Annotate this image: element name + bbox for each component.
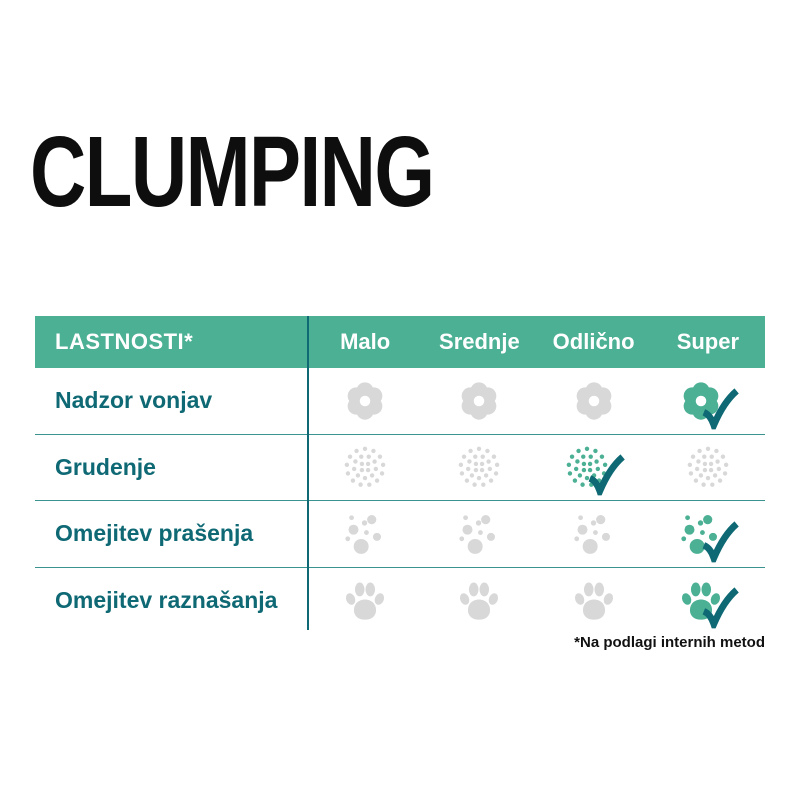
header-features-label: LASTNOSTI* xyxy=(55,329,194,354)
flower-icon-gray xyxy=(456,378,502,424)
flower-icon-gray xyxy=(342,378,388,424)
row-label: Nadzor vonjav xyxy=(55,387,213,414)
table-row xyxy=(35,500,765,567)
rating-cell xyxy=(537,444,651,490)
footnote: *Na podlagi internih metod xyxy=(574,634,765,651)
paw-icon-checked xyxy=(678,577,724,623)
rating-cell xyxy=(308,511,422,557)
dust-icon-gray xyxy=(342,511,388,557)
table-row xyxy=(35,434,765,501)
column-header-odlicno: Odlično xyxy=(552,329,635,354)
clump-dots-icon-gray xyxy=(456,444,502,490)
dust-icon-gray xyxy=(571,511,617,557)
dust-icon-checked xyxy=(678,511,724,557)
column-header-malo: Malo xyxy=(340,329,391,354)
clump-dots-icon-checked xyxy=(564,444,610,490)
rating-cell xyxy=(422,444,536,490)
dust-icon-gray xyxy=(456,511,502,557)
rating-cell xyxy=(651,378,765,424)
column-header-super: Super xyxy=(676,329,740,354)
paw-icon-gray xyxy=(571,577,617,623)
clump-dots-icon-gray xyxy=(342,444,388,490)
flower-icon-gray xyxy=(571,378,617,424)
clump-dots-icon-gray xyxy=(685,444,731,490)
flower-icon-checked xyxy=(678,378,724,424)
rating-cell xyxy=(537,378,651,424)
table-body xyxy=(35,368,765,633)
rating-cell xyxy=(308,577,422,623)
rating-cell xyxy=(308,378,422,424)
rating-cell xyxy=(422,577,536,623)
page-title: CLUMPING xyxy=(30,116,434,228)
rating-cell xyxy=(308,444,422,490)
rating-cell xyxy=(422,378,536,424)
column-divider-line xyxy=(307,316,309,630)
table-row xyxy=(35,567,765,634)
paw-icon-gray xyxy=(342,577,388,623)
rating-cell xyxy=(537,511,651,557)
column-header-srednje: Srednje xyxy=(439,329,520,354)
row-label: Omejitev raznašanja xyxy=(55,586,278,613)
rating-cell xyxy=(651,511,765,557)
rating-cell xyxy=(422,511,536,557)
feature-table xyxy=(35,316,765,633)
table-row xyxy=(35,368,765,434)
rating-cell xyxy=(651,577,765,623)
paw-icon-gray xyxy=(456,577,502,623)
table-header-row xyxy=(35,316,765,368)
row-label: Omejitev prašenja xyxy=(55,520,254,547)
row-label: Grudenje xyxy=(55,453,156,480)
rating-cell xyxy=(537,577,651,623)
rating-cell xyxy=(651,444,765,490)
